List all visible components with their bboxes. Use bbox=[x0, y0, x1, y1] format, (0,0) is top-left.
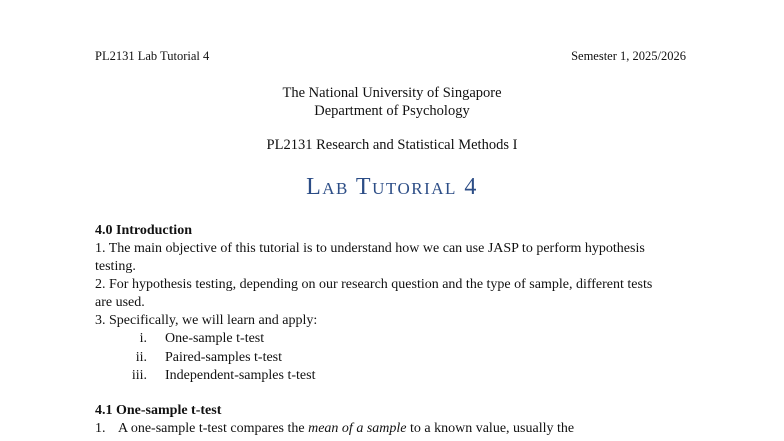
institution-block bbox=[0, 84, 784, 120]
list-item-text: Paired-samples t-test bbox=[165, 349, 283, 365]
list-item-text: One-sample t-test bbox=[165, 331, 265, 346]
spacer bbox=[95, 386, 655, 402]
emphasized-text: mean of a sample bbox=[308, 420, 407, 436]
intro-paragraph-3: 3. Specifically, we will learn and apply: bbox=[95, 313, 318, 328]
department-name: Department of Psychology bbox=[314, 103, 470, 119]
list-item-number: i. bbox=[139, 331, 147, 346]
intro-paragraph-1: 1. The main objective of this tutorial is to understand how we can use JASP to perform hypothesis testing. bbox=[95, 241, 645, 274]
header-semester: Semester 1, 2025/2026 bbox=[571, 49, 686, 63]
intro-paragraph-2: 2. For hypothesis testing, depending on our research question and the type of sample, different tests are used. bbox=[95, 277, 653, 310]
test-list bbox=[95, 330, 655, 386]
section-heading-one-sample: 4.1 One-sample t-test bbox=[95, 402, 222, 418]
text-after-emphasis: to a known value, usually the bbox=[406, 420, 575, 436]
document-body bbox=[95, 222, 655, 438]
enum-number: 1. bbox=[95, 420, 106, 436]
section-heading-intro: 4.0 Introduction bbox=[95, 223, 192, 238]
list-item bbox=[95, 349, 655, 368]
list-item-number: iii. bbox=[131, 368, 147, 383]
list-item-text: Independent-samples t-test bbox=[165, 368, 316, 383]
list-item-number: ii. bbox=[135, 349, 147, 365]
list-item bbox=[95, 367, 655, 386]
enum-text bbox=[118, 420, 574, 438]
page-title: Lab Tutorial 4 bbox=[306, 174, 478, 200]
text-before-emphasis: A one-sample t-test compares the bbox=[118, 420, 309, 436]
university-name: The National University of Singapore bbox=[282, 85, 502, 101]
one-sample-item bbox=[95, 420, 655, 438]
course-title: PL2131 Research and Statistical Methods I bbox=[266, 137, 518, 153]
list-item bbox=[95, 330, 655, 349]
header-course-code: PL2131 Lab Tutorial 4 bbox=[95, 49, 210, 63]
